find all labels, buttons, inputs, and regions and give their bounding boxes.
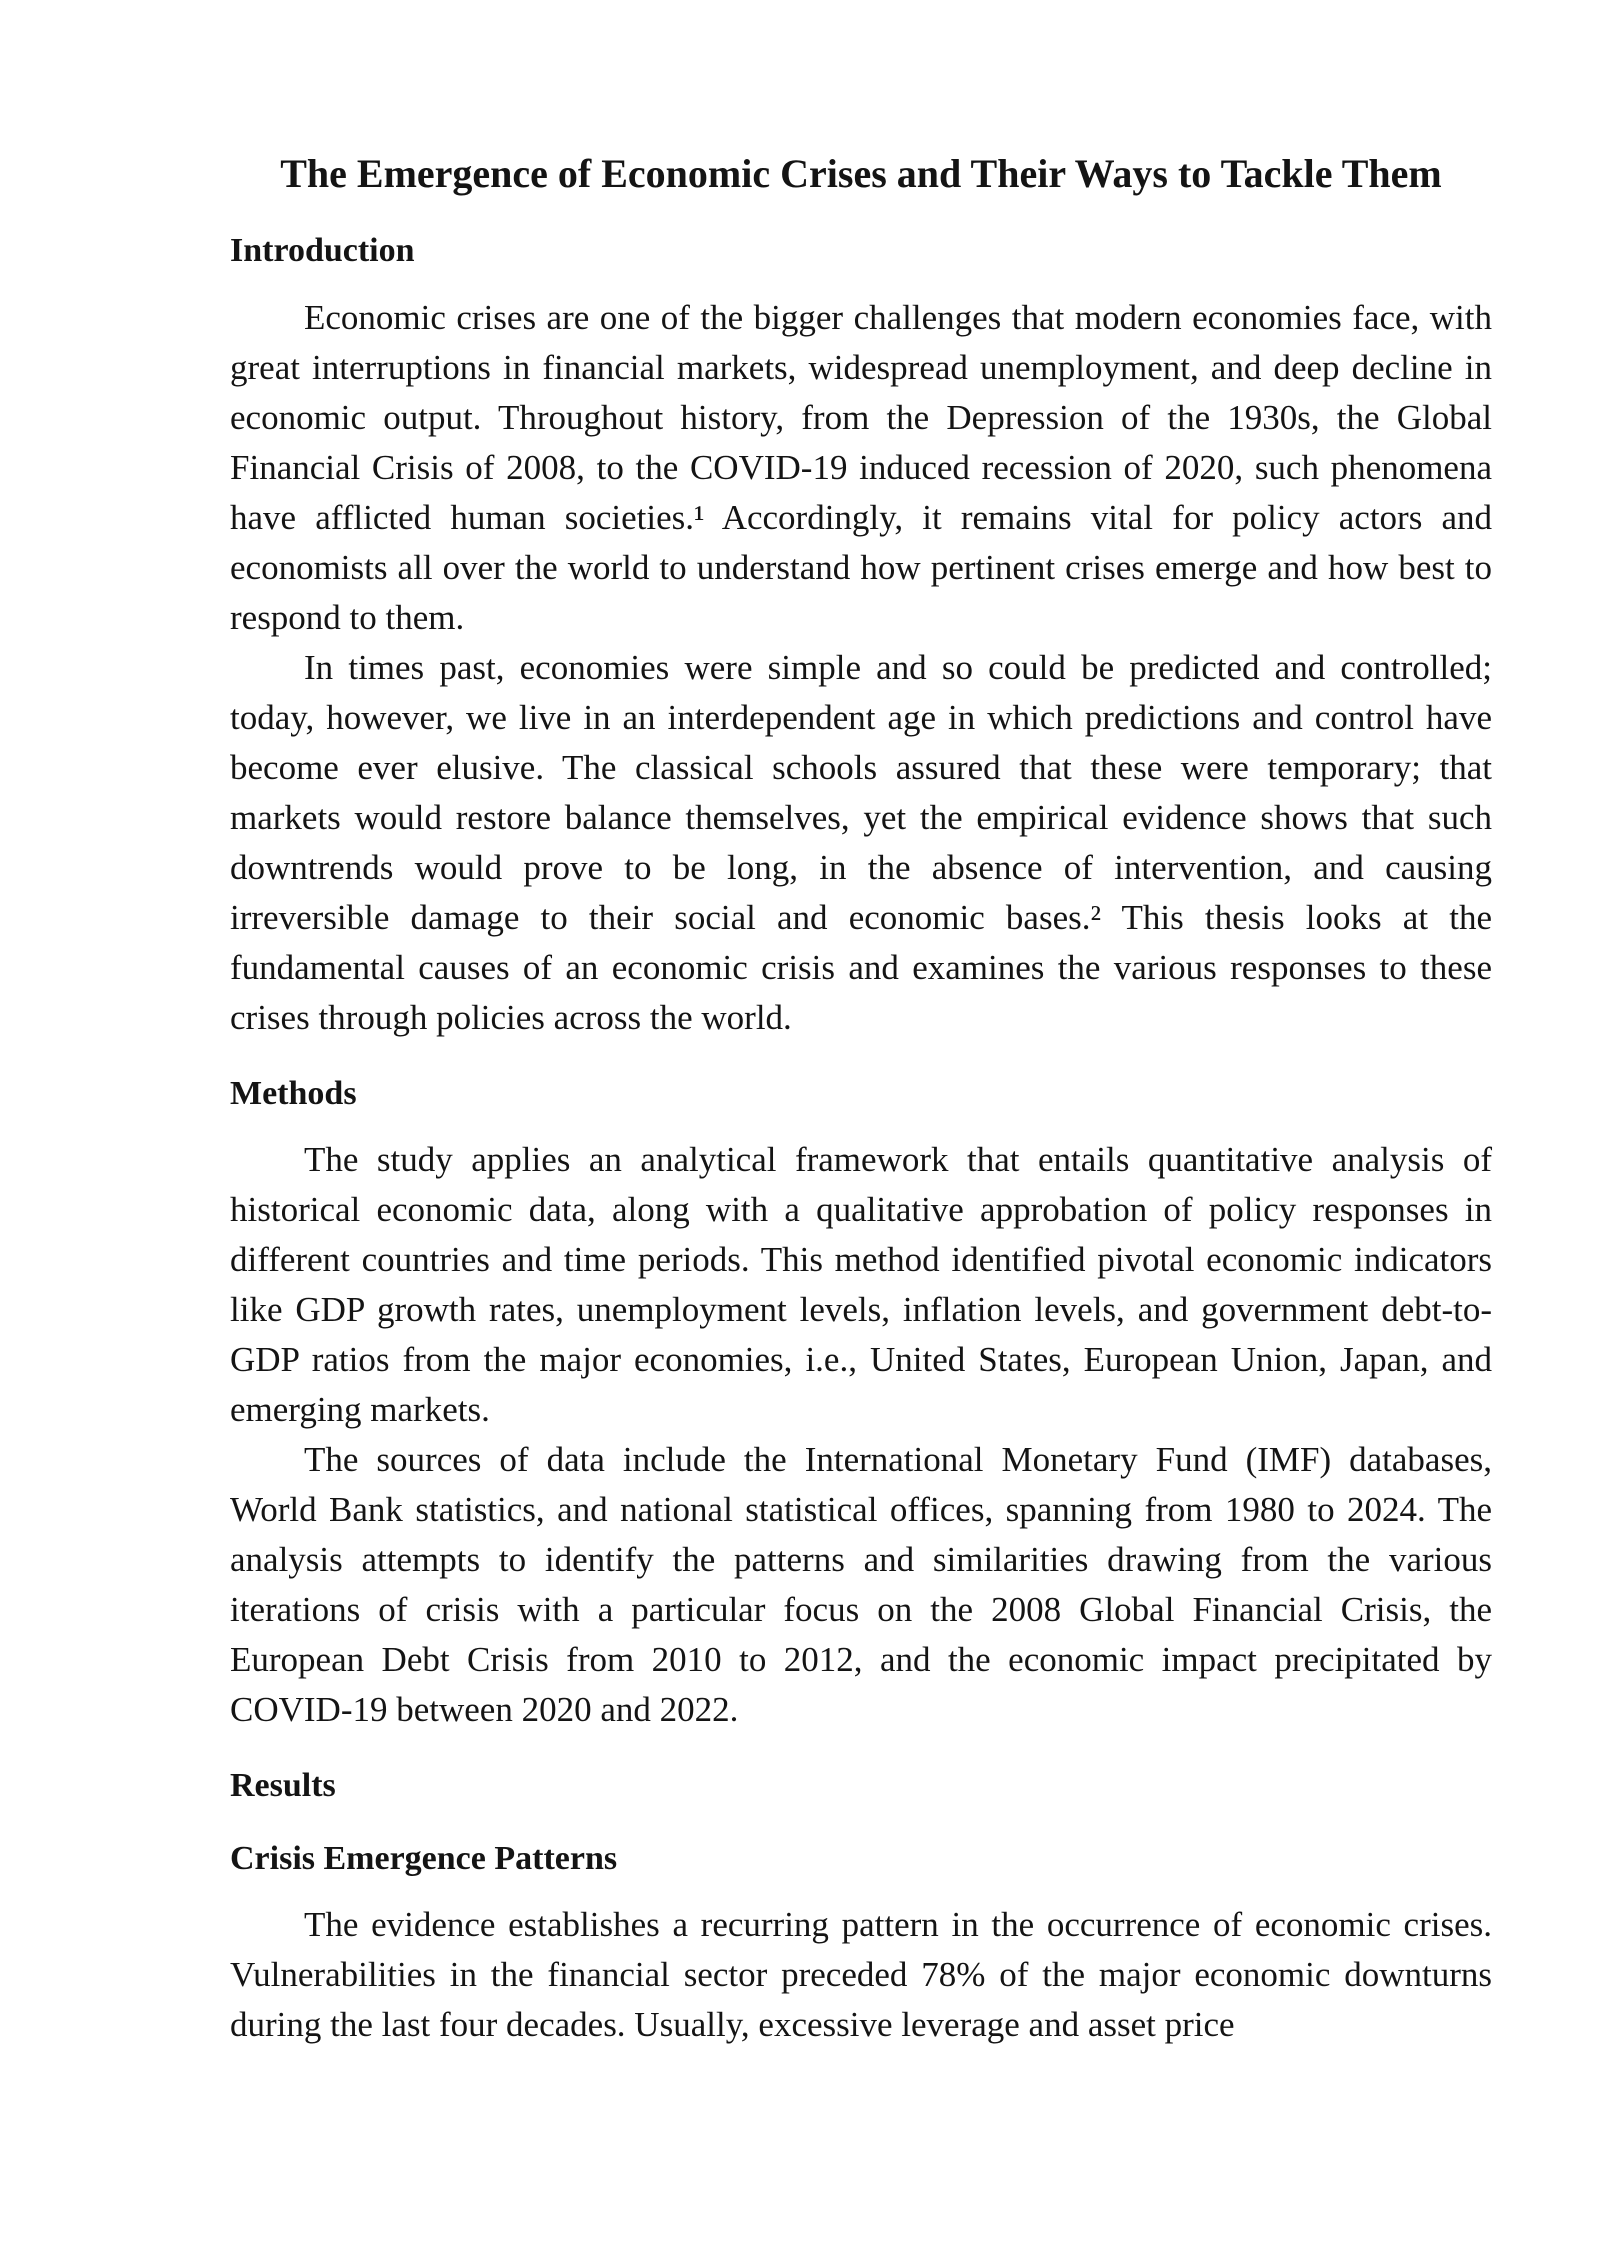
paragraph: Economic crises are one of the bigger challenges that modern economies face, with great interruptions in financial markets, widespread unemployment, and deep decline in economic output. Throughout history, from the Depression of the 1930s, the Global Financial Crisis of 2008, to the COVID-19 induced recession of 2020, such phenomena have afflicted human societies.¹ Accordingly, it remains vital for policy actors and economists all over the world to understand how pertinent crises emerge and how best to respond to them. — [230, 297, 1492, 637]
section-heading-results: Results — [230, 1767, 336, 1804]
section-results — [230, 1765, 1492, 1808]
section-heading-methods: Methods — [230, 1074, 357, 1112]
paragraph: The sources of data include the International Monetary Fund (IMF) databases, World Bank statistics, and national statistical offices, spanning from 1980 to 2024. The analysis attempts to identify the patterns and similarities drawing from the various iterations of crisis with a particular focus on the 2008 Global Financial Crisis, the European Debt Crisis from 2010 to 2012, and the economic impact precipitated by COVID-19 between 2020 and 2022. — [230, 1440, 1492, 1729]
document-page — [230, 150, 1492, 2050]
document-title: The Emergence of Economic Crises and Their Ways to Tackle Them — [280, 151, 1442, 196]
section-introduction — [230, 230, 1492, 1043]
paragraph: The evidence establishes a recurring pattern in the occurrence of economic crises. Vulnerabilities in the financial sector preceded 78% of the major economic downturns during the last four decades. Usually, excessive leverage and asset price — [230, 1905, 1492, 2044]
subsection-heading-crisis-patterns: Crisis Emergence Patterns — [230, 1839, 618, 1877]
paragraph: The study applies an analytical framework that entails quantitative analysis of historical economic data, along with a qualitative approbation of policy responses in different countries and time periods. This method identified pivotal economic indicators like GDP growth rates, unemployment levels, inflation levels, and government debt-to-GDP ratios from the major economies, i.e., United States, European Union, Japan, and emerging markets. — [230, 1140, 1492, 1429]
section-heading-introduction: Introduction — [230, 232, 415, 269]
section-crisis-patterns — [230, 1838, 1492, 2051]
section-methods — [230, 1073, 1492, 1736]
paragraph: In times past, economies were simple and so could be predicted and controlled; today, however, we live in an interdependent age in which predictions and control have become ever elusive. The classical schools assured that these were temporary; that markets would restore balance themselves, yet the empirical evidence shows that such downtrends would prove to be long, in the absence of intervention, and causing irreversible damage to their social and economic bases.² This thesis looks at the fundamental causes of an economic crisis and examines the various responses to these crises through policies across the world. — [230, 647, 1492, 1037]
